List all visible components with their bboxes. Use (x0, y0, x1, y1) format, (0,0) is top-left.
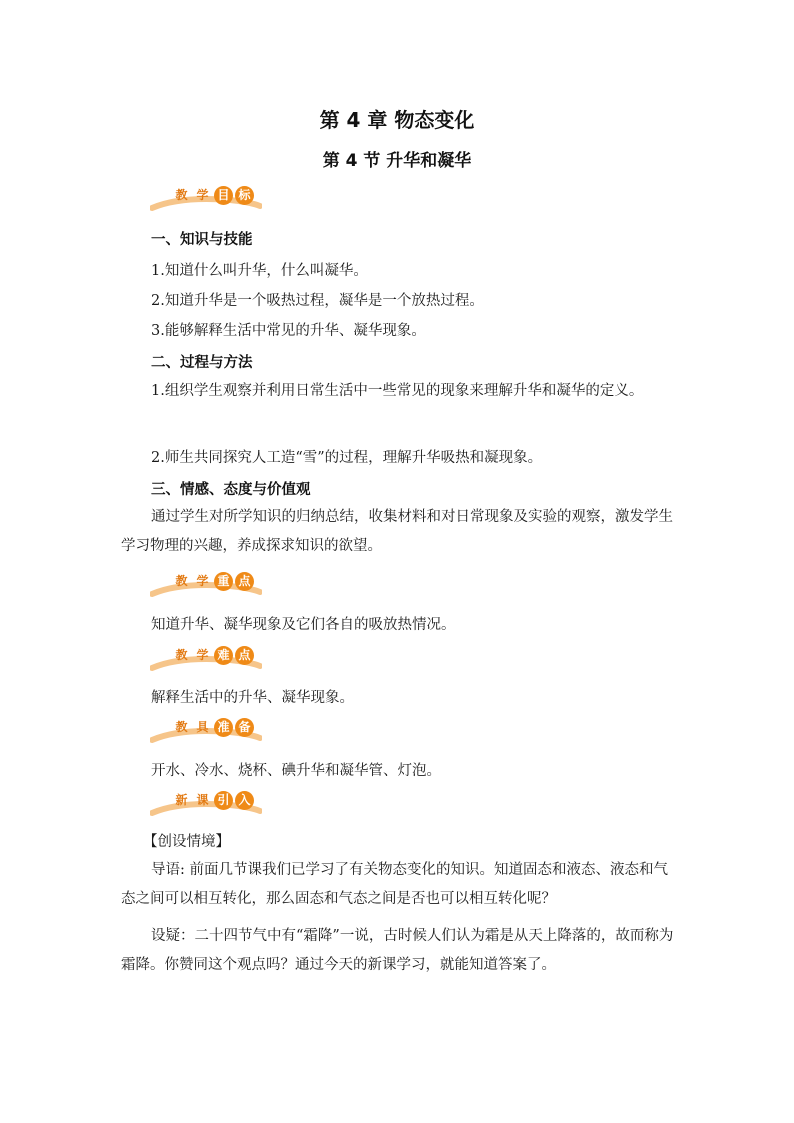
chapter-title: 第 4 章 物态变化 (319, 108, 475, 132)
materials-text: 开水、冷水、烧杯、碘升华和凝华管、灯泡。 (151, 763, 441, 779)
heading-knowledge: 一、知识与技能 (151, 232, 253, 248)
badge-char: 目 (214, 186, 233, 205)
badge-char: 教 (175, 574, 188, 588)
badge-char: 备 (235, 718, 254, 737)
knowledge-item-1: 1.知道什么叫升华，什么叫凝华。 (151, 263, 368, 279)
heading-emotion: 三、情感、态度与价值观 (151, 482, 311, 498)
badge-char: 教 (175, 720, 188, 734)
badge-char: 具 (196, 720, 209, 734)
process-item-1: 1.组织学生观察并利用日常生活中一些常见的现象来理解升华和凝华的定义。 (151, 383, 644, 399)
badge-char: 教 (175, 648, 188, 662)
badge-char: 入 (235, 791, 254, 810)
knowledge-item-2: 2.知道升华是一个吸热过程，凝华是一个放热过程。 (151, 293, 484, 309)
key-points-text: 知道升华、凝华现象及它们各自的吸放热情况。 (151, 617, 456, 633)
badge-char: 新 (175, 793, 188, 807)
badge-char: 点 (235, 572, 254, 591)
section-title: 第 4 节 升华和凝华 (322, 151, 472, 171)
badge-char: 教 (175, 188, 188, 202)
process-item-2: 2.师生共同探究人工造“雪”的过程，理解升华吸热和凝现象。 (151, 450, 543, 466)
intro-scenario-label: 【创设情境】 (143, 834, 230, 850)
badge-char: 点 (235, 646, 254, 665)
intro-setup-text: 设疑：二十四节气中有“霜降”一说，古时候人们认为霜是从天上降落的，故而称为霜降。你赞同这个观点吗？通过今天的新课学习，就能知道答案了。 (121, 928, 674, 973)
intro-guide-text: 导语: 前面几节课我们已学习了有关物态变化的知识。知道固态和液态、液态和气态之间可以相互转化，那么固态和气态之间是否也可以相互转化呢？ (121, 862, 668, 907)
heading-process: 二、过程与方法 (151, 355, 253, 371)
badge-char: 重 (214, 572, 233, 591)
emotion-text: 通过学生对所学知识的归纳总结，收集材料和对日常现象及实验的观察，激发学生学习物理的兴趣，养成探求知识的欲望。 (121, 509, 673, 554)
badge-char: 学 (196, 574, 209, 588)
badge-char: 难 (214, 646, 233, 665)
badge-char: 标 (235, 186, 254, 205)
difficulties-text: 解释生活中的升华、凝华现象。 (151, 690, 354, 706)
badge-char: 课 (196, 793, 209, 807)
badge-char: 准 (214, 718, 233, 737)
badge-char: 学 (196, 188, 209, 202)
badge-char: 学 (196, 648, 209, 662)
badge-char: 引 (214, 791, 233, 810)
knowledge-item-3: 3.能够解释生活中常见的升华、凝华现象。 (151, 323, 426, 339)
